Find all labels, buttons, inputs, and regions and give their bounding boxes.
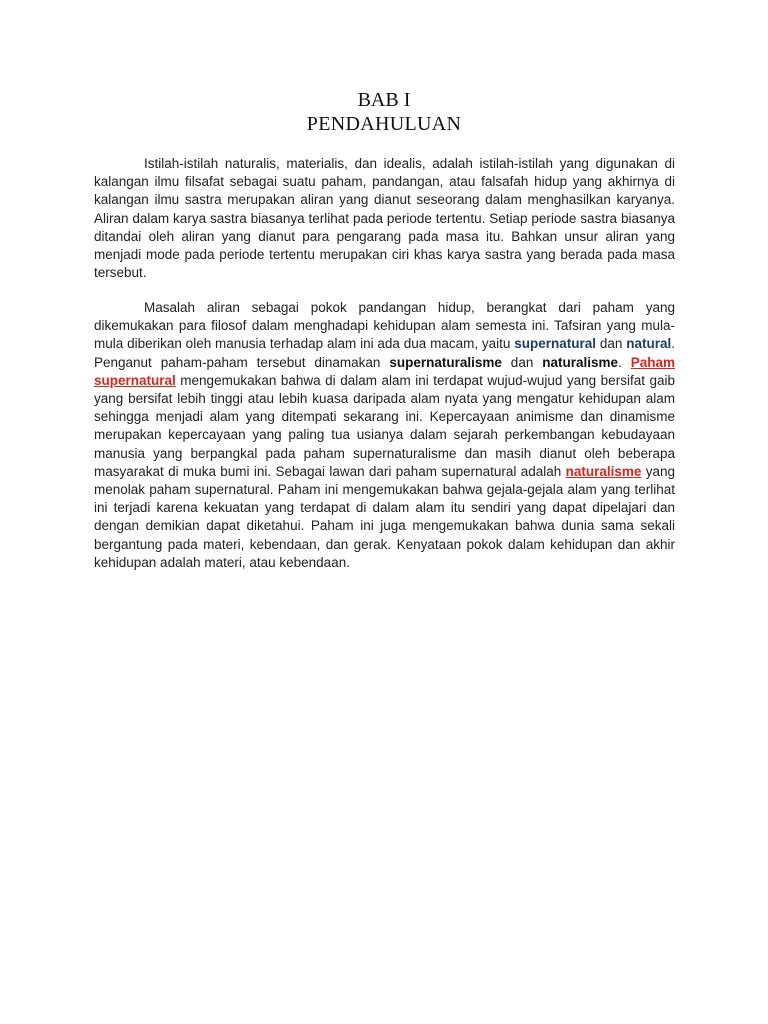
paragraph-2-seg5: . bbox=[618, 354, 631, 370]
term-supernatural: supernatural bbox=[514, 336, 597, 352]
paragraph-2-seg1: Masalah aliran sebagai pokok pandangan hidup, berangkat dari paham yang dikemukakan para filosof dalam menghadapi kehidupan alam semesta ini. Tafsiran yang mula-mula diberikan oleh manusia terhadap alam ini ada dua macam, yaitu bbox=[94, 300, 675, 352]
link-naturalisme[interactable]: naturalisme bbox=[565, 463, 642, 479]
term-naturalisme: naturalisme bbox=[542, 354, 619, 370]
paragraph-2 bbox=[94, 299, 675, 572]
paragraph-2-seg6: mengemukakan bahwa di dalam alam ini terdapat wujud-wujud yang bersifat gaib yang bersifat lebih tinggi atau lebih kuasa daripada alam nyata yang mengatur kehidupan alam sehingga menjadi alam yang ditempati sekarang ini. Kepercayaan animisme dan dinamisme merupakan kepercayaan yang paling tua usianya dalam sejarah perkembangan kebudayaan manusia yang berpangkal pada paham supernaturalisme dan masih dianut oleh beberapa masyarakat di muka bumi ini. Sebagai lawan dari paham supernatural adalah bbox=[94, 372, 675, 479]
paragraph-2-seg7: yang menolak paham supernatural. Paham ini mengemukakan bahwa gejala-gejala alam yang terlihat ini terjadi karena kekuatan yang terdapat di dalam alam itu sendiri yang dapat dipelajari dan dengan demikian dapat diketahui. Paham ini juga mengemukakan bahwa dunia sama sekali bergantung pada materi, kebendaan, dan gerak. Kenyataan pokok dalam kehidupan dan akhir kehidupan adalah materi, atau kebendaan. bbox=[94, 463, 675, 570]
term-natural: natural bbox=[626, 336, 672, 352]
term-supernaturalisme: supernaturalisme bbox=[389, 354, 502, 370]
chapter-number: BAB I bbox=[357, 89, 411, 111]
paragraph-1-text: Istilah-istilah naturalis, materialis, dan idealis, adalah istilah-istilah yang digunakan di kalangan ilmu filsafat sebagai suatu paham, pandangan, atau falsafah hidup yang akhirnya di kalangan ilmu sastra merupakan aliran yang dianut seseorang dalam menghasilkan karyanya. Aliran dalam karya sastra biasanya terlihat pada periode tertentu. Setiap periode sastra biasanya ditandai oleh aliran yang dianut para pengarang pada masa itu. Bahkan unsur aliran yang menjadi mode pada periode tertentu merupakan ciri khas karya sastra yang berada pada masa tersebut. bbox=[94, 156, 675, 281]
chapter-title: PENDAHULUAN bbox=[306, 113, 462, 135]
link-paham-supernatural[interactable]: Paham supernatural bbox=[94, 354, 675, 388]
paragraph-1 bbox=[94, 155, 675, 282]
paragraph-2-seg4: dan bbox=[501, 354, 543, 370]
paragraph-2-seg2: dan bbox=[596, 336, 627, 352]
paragraph-2-seg3: . Penganut paham-paham tersebut dinamakan bbox=[94, 336, 675, 370]
